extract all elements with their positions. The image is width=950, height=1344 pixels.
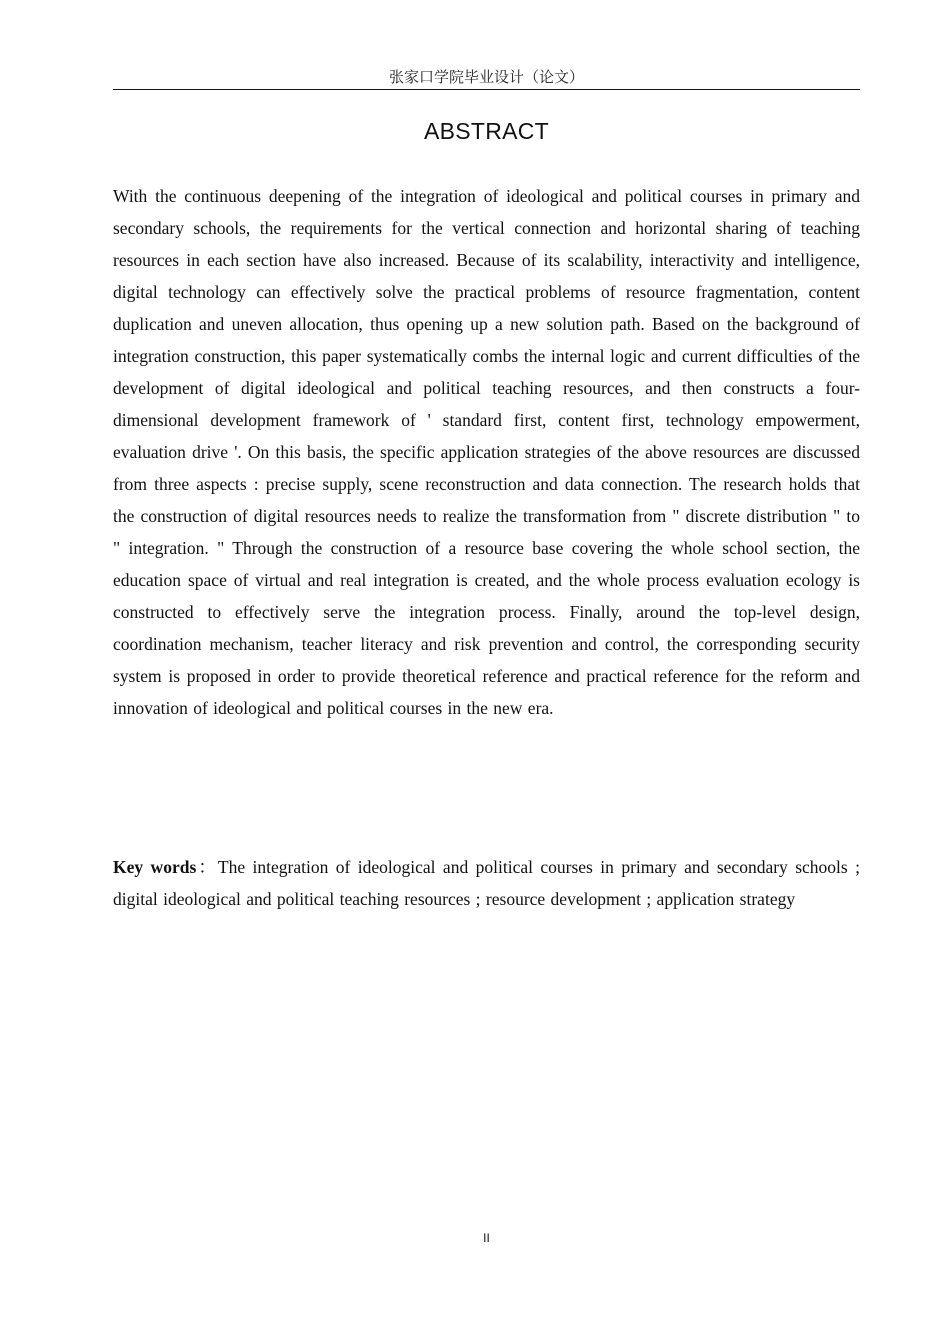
running-title: 张家口学院毕业设计（论文）	[388, 68, 584, 86]
abstract-title: ABSTRACT	[423, 118, 550, 144]
keywords-paragraph	[113, 851, 860, 915]
abstract-body: With the continuous deepening of the integration of ideological and political courses in primary and secondary schools, the requirements for the vertical connection and horizontal sharing of teaching resources in each section have also increased. Because of its scalability, interactivity and intelligence, digital technology can effectively solve the practical problems of resource fragmentation, content duplication and uneven allocation, thus opening up a new solution path. Based on the background of integration construction, this paper systematically combs the internal logic and current difficulties of the development of digital ideological and political teaching resources, and then constructs a four-dimensional development framework of ' standard first, content first, technology empowerment, evaluation drive '. On this basis, the specific application strategies of the above resources are discussed from three aspects : precise supply, scene reconstruction and data connection. The research holds that the construction of digital resources needs to realize the transformation from " discrete distribution " to " integration. " Through the construction of a resource base covering the whole school section, the education space of virtual and real integration is created, and the whole process evaluation ecology is constructed to effectively serve the integration process. Finally, around the top-level design, coordination mechanism, teacher literacy and risk prevention and control, the corresponding security system is proposed in order to provide theoretical reference and practical reference for the reform and innovation of ideological and political courses in the new era.	[113, 186, 860, 718]
keywords-text: The integration of ideological and political courses in primary and secondary schools ; digital ideological and political teaching resources ; resource development ; application strategy	[113, 857, 861, 909]
keywords-label: Key words	[113, 857, 197, 877]
keywords-separator: ：	[196, 857, 218, 877]
page-header	[113, 67, 860, 90]
page-number: II	[483, 1231, 490, 1245]
